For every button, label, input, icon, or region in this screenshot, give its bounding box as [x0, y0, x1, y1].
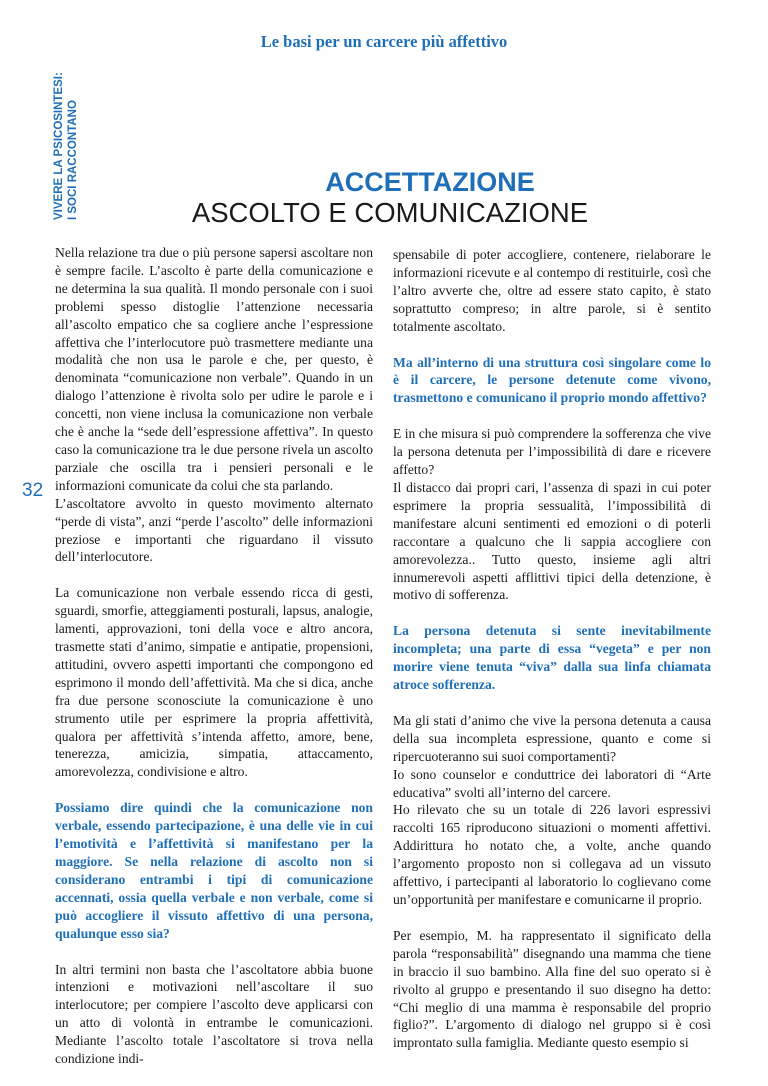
- running-header: Le basi per un carcere più affettivo: [260, 32, 508, 51]
- section-label-line2: I SOCI RACCONTANO: [67, 100, 79, 220]
- section-label-line1: VIVERE LA PSICOSINTESI:: [53, 72, 65, 220]
- highlighted-question: Possiamo dire quindi che la comunicazione non verbale, essendo partecipazione, è una delle vie in cui l’emotività e l’affettività si manifestano per la maggiore. Se nella relazione di ascolto non si considerano entrambi i tipi di comunicazione accennati, ossia quella verbale e non verbale, come si può accogliere il vissuto affettivo di una persona, qualunque esso sia?: [55, 800, 373, 941]
- paragraph: L’ascoltatore avvolto in questo movimento alternato “perde di vista”, anzi “perde l’ascolto” delle informazioni preziose e importanti che riguardano il vissuto dell’interlocutore.: [55, 495, 373, 565]
- page-number: 32: [22, 480, 44, 501]
- paragraph: Nella relazione tra due o più persone sapersi ascoltare non è sempre facile. L’ascolto è parte della comunicazione e ne determina la sua qualità. Il mondo personale con i suoi problemi spesso distoglie l’attenzione necessaria all’ascolto empatico che sa cogliere anche l’espressione affettiva che l’interlocutore può trasmettere mediante una modalità che non usa le parole e che, per questo, è denominata “comunicazione non verbale”. Quando in un dialogo l’attenzione è rivolta solo per udire le parole e i concetti, non viene inclusa la comunicazione non verbale che è anche la “sede dell’espressione affettiva”. In questo caso la comunicazione tra le due persone rivela un ascolto parziale che oscilla tra i pensieri personali e le informazioni comunicate da colui che sta parlando.: [55, 245, 373, 493]
- right-column: [393, 246, 711, 1070]
- paragraph: Il distacco dai propri cari, l’assenza di spazi in cui poter esprimere la propria sessualità, l’impossibilità di manifestare alcuni sentimenti ed emozioni o di poterli raccontare a qualcuno che li sappia accogliere con amorevolezza.. Tutto questo, insieme agli altri innumerevoli aspetti afflittivi tipici della detenzione, è motivo di sofferenza.: [393, 479, 711, 603]
- paragraph: spensabile di poter accogliere, contenere, rielaborare le informazioni ricevute e al contempo di restituirle, così che l’altro avverte che, oltre ad essere stato capito, è stato soprattutto compreso; in altre parole, si è sentito totalmente ascoltato.: [393, 247, 711, 334]
- article-subtitle: ASCOLTO E COMUNICAZIONE: [191, 197, 589, 228]
- paragraph: Per esempio, M. ha rappresentato il significato della parola “responsabilità” disegnando una mamma che tiene in braccio il suo bambino. Alla fine del suo operato si è rivolto al gruppo e presentando il suo disegno ha detto: “Chi meglio di una mamma è responsabile del proprio figlio?”. L’argomento di dialogo nel gruppo si è così improntato sulla famiglia. Mediante questo esempio si: [393, 927, 711, 1051]
- paragraph: Ma gli stati d’animo che vive la persona detenuta a causa della sua incompleta espressione, quanto e come si ripercuoteranno sui suoi comportamenti?: [393, 712, 711, 764]
- paragraph: Io sono counselor e conduttrice dei laboratori di “Arte educativa” svolti all’interno del carcere.: [393, 766, 711, 800]
- left-column: [55, 244, 373, 1086]
- highlighted-question: Ma all’interno di una struttura così singolare come lo è il carcere, le persone detenute come vivono, trasmettono e comunicano il proprio mondo affettivo?: [393, 354, 711, 406]
- paragraph: E in che misura si può comprendere la sofferenza che vive la persona detenuta per l’impossibilità di dare e ricevere affetto?: [393, 426, 711, 478]
- highlighted-question: La persona detenuta si sente inevitabilmente incompleta; una parte di essa “vegeta” e per non morire viene tenuta “viva” dalla sua linfa chiamata atroce sofferenza.: [393, 623, 711, 693]
- paragraph: Ho rilevato che su un totale di 226 lavori espressivi raccolti 165 riproducono situazioni o momenti affettivi. Addirittura ho notato che, a volte, anche quando l’argomento proposto non si collegava ad un vissuto affettivo, i partecipanti al laboratorio lo coglievano come un’opportunità per manifestare e comunicarne il proprio.: [393, 802, 711, 907]
- paragraph: La comunicazione non verbale essendo ricca di gesti, sguardi, smorfie, atteggiamenti posturali, lapsus, analogie, lamenti, approvazioni, toni della voce e altro ancora, trasmette stati d’animo, simpatie e antipatie, propensioni, attitudini, ovvero aspetti importanti che compongono ed esprimono il mondo dell’affettività. Ma che si dica, anche fra due persone sconosciute la comunicazione è uno strumento utile per esprimere la propria affettività, qualora per affettività s’intenda affetto, amore, bene, tenerezza, amicizia, simpatia, attaccamento, amorevolezza, condivisione e altro.: [55, 585, 373, 780]
- article-title: ACCETTAZIONE: [325, 167, 535, 197]
- paragraph: In altri termini non basta che l’ascoltatore abbia buone intenzioni e motivazioni nell’ascoltare il suo interlocutore; per compiere l’ascolto deve applicarsi con un atto di volontà in entrambe le comunicazioni. Mediante l’ascolto totale l’ascoltatore si trova nella condizione indi-: [55, 961, 373, 1067]
